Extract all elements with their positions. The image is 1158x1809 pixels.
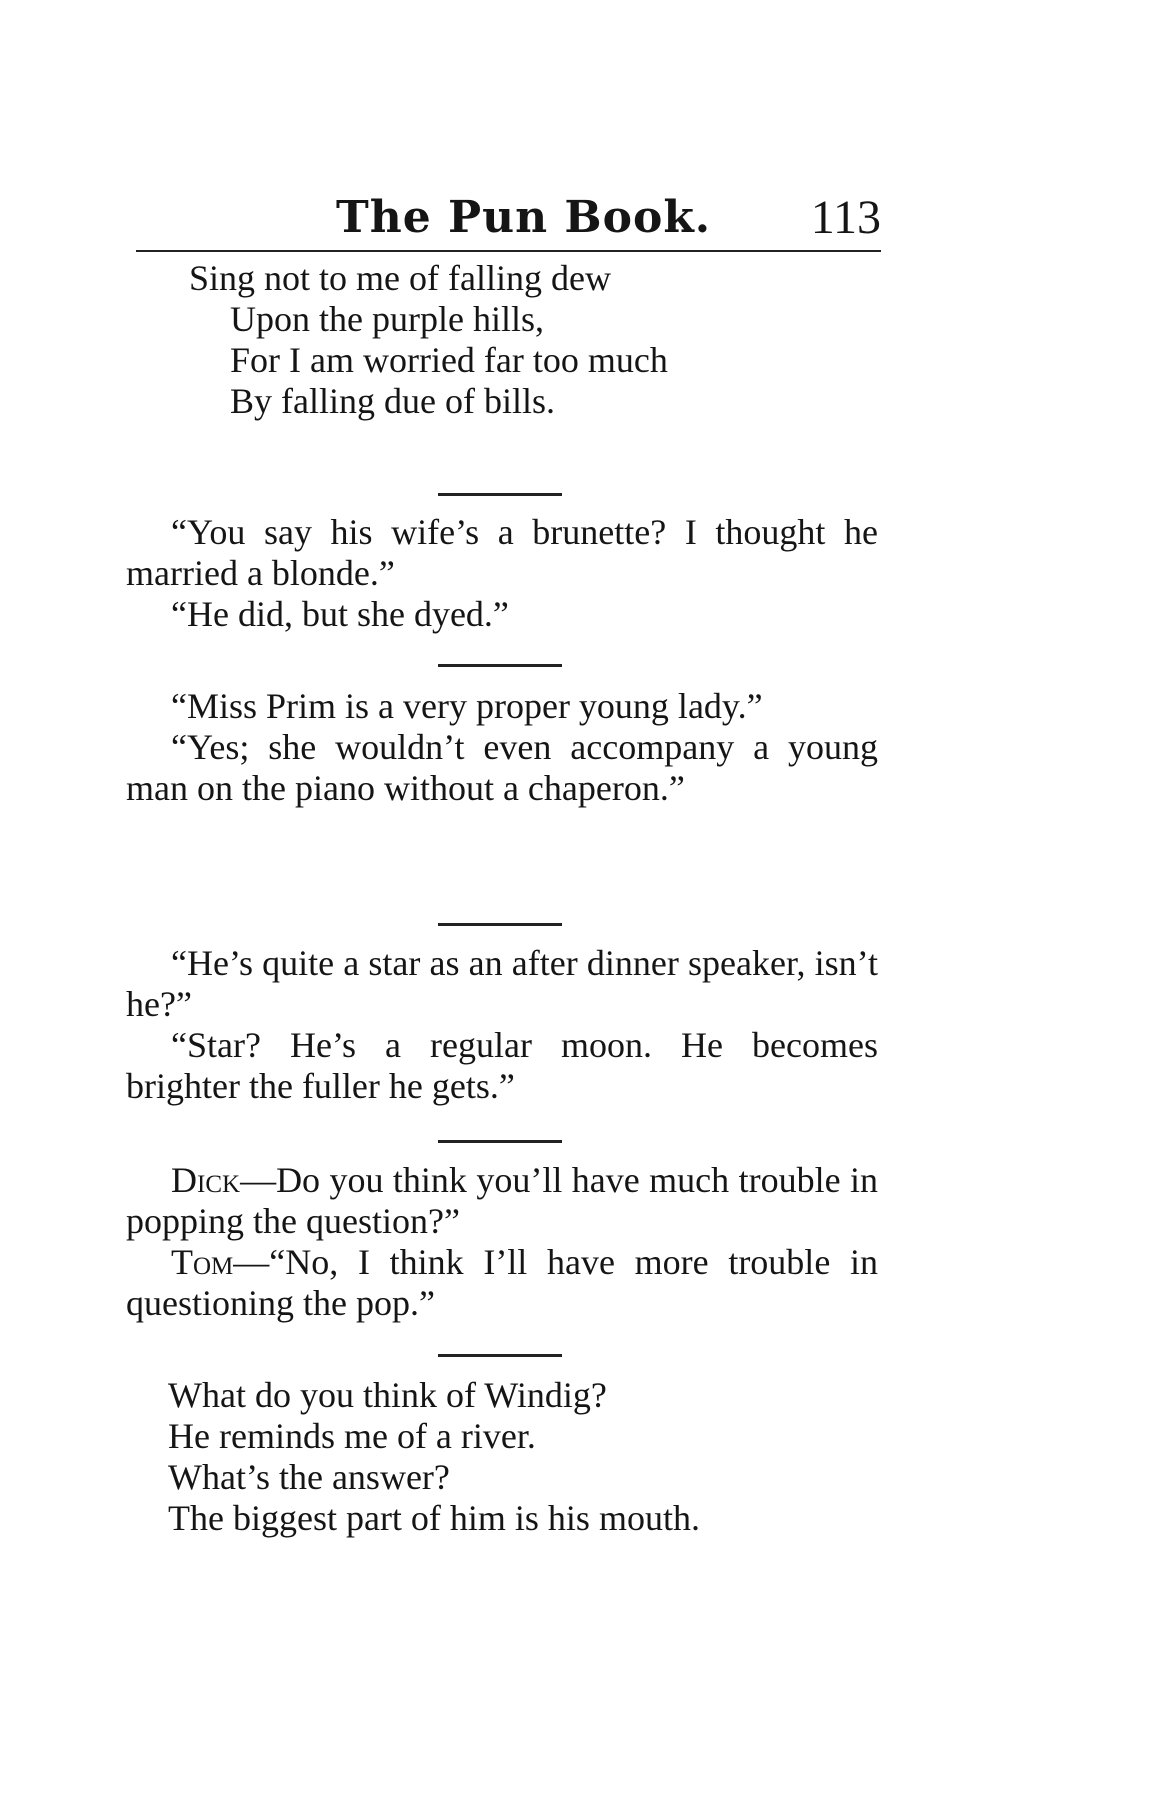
joke-paragraph: “Miss Prim is a very proper young lady.” <box>171 686 763 726</box>
section-divider <box>438 1140 562 1143</box>
joke-star-speaker <box>126 943 878 1107</box>
dialogue-paragraph <box>126 1242 878 1324</box>
joke-paragraph: “He did, but she dyed.” <box>171 594 509 634</box>
poem-line: By falling due of bills. <box>230 381 555 421</box>
section-divider <box>438 664 562 667</box>
poem-line: For I am worried far too much <box>230 340 668 380</box>
page-number: 113 <box>810 191 881 244</box>
joke-paragraph: “Star? He’s a regular moon. He becomes brighter the fuller he gets.” <box>126 1025 878 1106</box>
joke-line: What’s the answer? <box>168 1457 450 1497</box>
header-rule <box>136 250 881 252</box>
section-divider <box>438 923 562 926</box>
joke-miss-prim <box>126 686 878 809</box>
joke-paragraph: “You say his wife’s a brunette? I thought he married a blonde.” <box>126 512 878 593</box>
dialogue-text: —Do you think you’ll have much trouble in popping the question?” <box>126 1160 878 1241</box>
joke-paragraph: “Yes; she wouldn’t even accompany a young man on the piano without a chaperon.” <box>126 727 878 808</box>
speaker-name: Tom <box>171 1242 234 1282</box>
joke-paragraph: “He’s quite a star as an after dinner speaker, isn’t he?” <box>126 943 878 1024</box>
joke-line: The biggest part of him is his mouth. <box>168 1498 700 1538</box>
dialogue-paragraph <box>126 1160 878 1242</box>
speaker-name: Dick <box>171 1160 241 1200</box>
section-divider <box>438 1354 562 1357</box>
joke-brunette <box>126 512 878 635</box>
poem-line: Upon the purple hills, <box>230 299 544 339</box>
joke-line: What do you think of Windig? <box>168 1375 607 1415</box>
poem-line: Sing not to me of falling dew <box>189 258 611 298</box>
joke-line: He reminds me of a river. <box>168 1416 536 1456</box>
section-divider <box>438 493 562 496</box>
running-header <box>136 190 881 250</box>
joke-windig <box>126 1375 878 1539</box>
joke-dick-tom <box>126 1160 878 1324</box>
poem-falling-dew <box>126 258 878 422</box>
dialogue-text: —“No, I think I’ll have more trouble in questioning the pop.” <box>126 1242 878 1323</box>
header-title: The Pun Book. <box>336 192 712 243</box>
